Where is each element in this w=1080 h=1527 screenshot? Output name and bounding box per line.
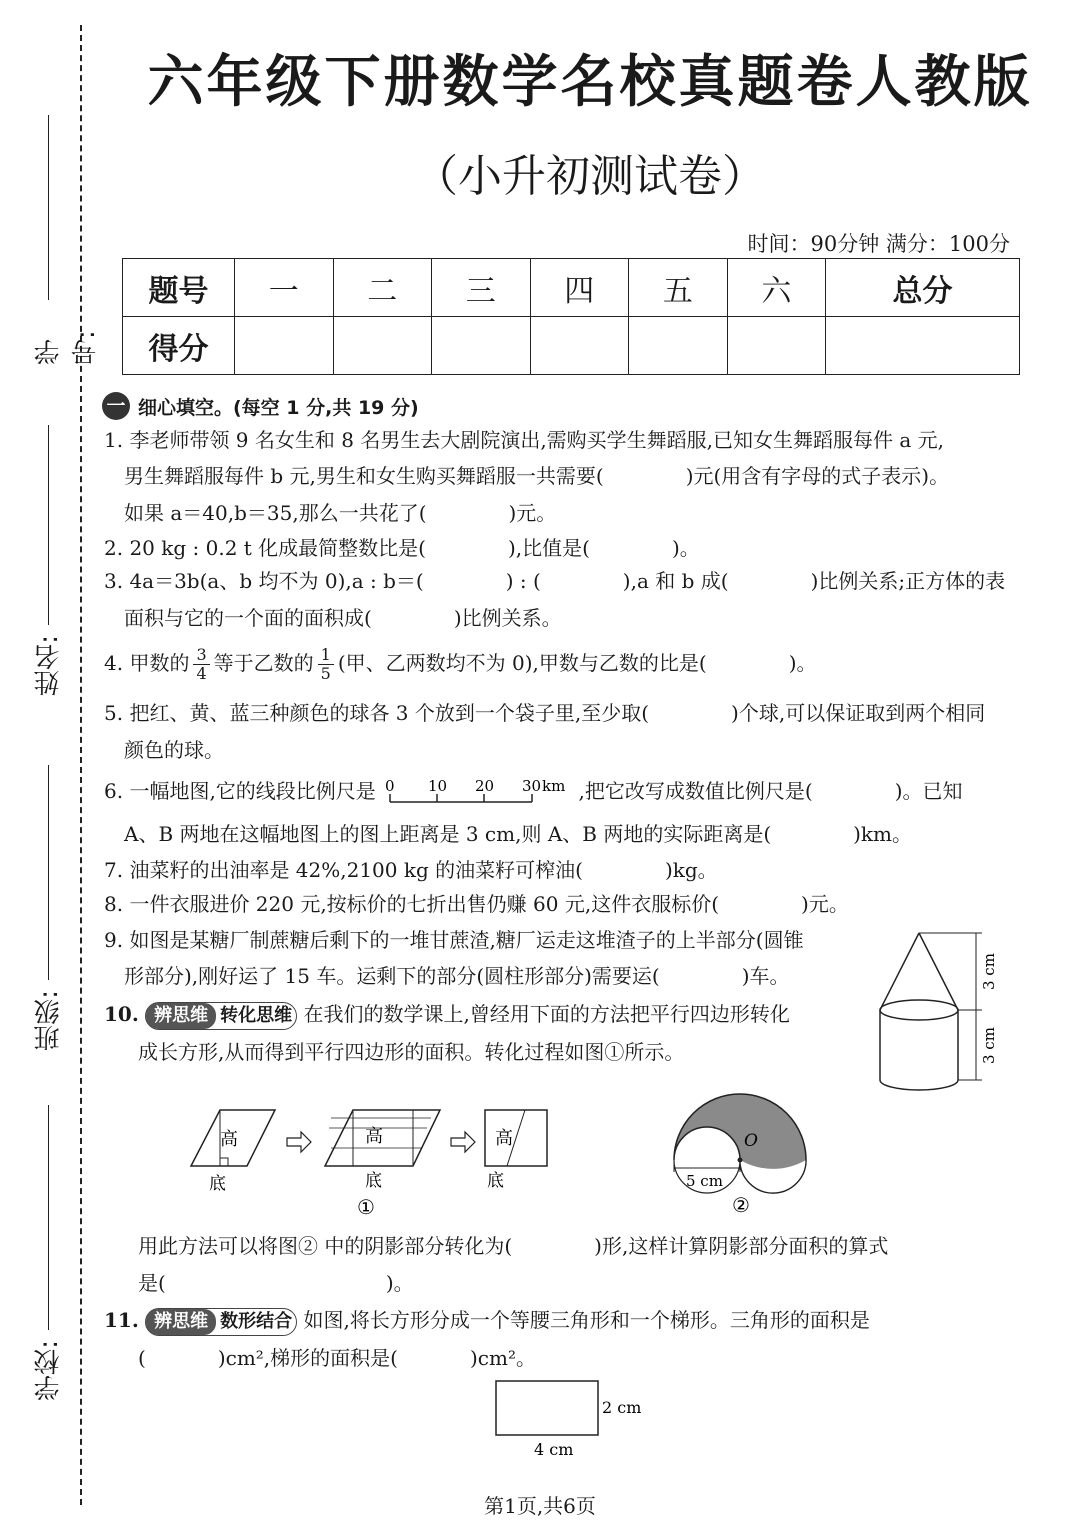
q10-text: 在我们的数学课上,曾经用下面的方法把平行四边形转化 bbox=[303, 1002, 790, 1026]
para-base-label: 底 bbox=[209, 1174, 226, 1194]
exam-meta: 时间：90分钟 满分：100分 bbox=[747, 232, 1010, 256]
q11-number: 11. bbox=[104, 1308, 139, 1332]
cylinder-height-label: 3 cm bbox=[980, 1027, 998, 1064]
q1-text: 如果 a＝40,b＝35,那么一共花了( bbox=[124, 501, 427, 525]
q10-text: 是( bbox=[138, 1271, 166, 1295]
tag-label: 辨思维 bbox=[146, 1003, 216, 1029]
q11-text: 如图,将长方形分成一个等腰三角形和一个梯形。三角形的面积是 bbox=[303, 1308, 870, 1332]
center-point-label: O bbox=[744, 1131, 758, 1151]
question-10-line-1 bbox=[104, 996, 790, 1032]
cone-height-label: 3 cm bbox=[980, 953, 998, 990]
q4-text: (甲、乙两数均不为 0),甲数与乙数的比是( bbox=[337, 651, 707, 675]
student-no-field[interactable] bbox=[20, 115, 101, 365]
question-3-line-1 bbox=[104, 563, 1005, 599]
linear-scale-bar bbox=[382, 776, 572, 810]
binding-dashed-line bbox=[80, 25, 82, 1505]
q6-text: ,把它改写成数值比例尺是( bbox=[578, 779, 813, 803]
arrow-icon bbox=[287, 1132, 311, 1152]
score-row-label: 得分 bbox=[123, 317, 235, 375]
question-9-line-2 bbox=[124, 958, 790, 994]
page-title: 六年级下册数学名校真题卷人教版 bbox=[147, 50, 1033, 115]
score-input-2[interactable] bbox=[333, 317, 432, 375]
q3-text: ),a 和 b 成( bbox=[622, 569, 729, 593]
tag-label: 转化思维 bbox=[220, 1004, 293, 1026]
score-cell-1: 一 bbox=[235, 259, 334, 317]
tag-thinking-number-shape bbox=[145, 1308, 297, 1336]
para-height-label: 高 bbox=[220, 1129, 238, 1150]
question-7 bbox=[104, 852, 718, 888]
student-no-line bbox=[48, 115, 49, 300]
q1-text: )元(用含有字母的式子表示)。 bbox=[685, 464, 950, 488]
q1-text: 男生舞蹈服每件 b 元,男生和女生购买舞蹈服一共需要( bbox=[124, 464, 604, 488]
student-no-label: 学号: bbox=[34, 330, 101, 365]
q8-text: )元。 bbox=[801, 892, 849, 916]
q5-text: )个球,可以保证取到两个相同 bbox=[731, 701, 986, 725]
q9-text: 形部分),刚好运了 15 车。运剩下的部分(圆柱形部分)需要运( bbox=[124, 964, 660, 988]
q2-text: 2. 20 kg : 0.2 t 化成最简整数比是( bbox=[104, 536, 426, 560]
q4-text: 4. 甲数的 bbox=[104, 651, 190, 675]
rect-width-label: 4 cm bbox=[534, 1440, 574, 1459]
q6-text: 6. 一幅地图,它的线段比例尺是 bbox=[104, 779, 376, 803]
page-subtitle: （小升初测试卷） bbox=[414, 151, 766, 202]
fraction-denominator: 4 bbox=[193, 664, 209, 683]
score-input-1[interactable] bbox=[235, 317, 334, 375]
fraction-1-5 bbox=[318, 646, 334, 683]
question-11-line-2 bbox=[138, 1340, 536, 1376]
score-cell-6: 六 bbox=[727, 259, 826, 317]
school-field[interactable] bbox=[20, 1105, 70, 1405]
name-field[interactable] bbox=[20, 425, 70, 705]
q4-text: )。 bbox=[788, 651, 817, 675]
question-9-line-1: 9. 如图是某糖厂制蔗糖后剩下的一堆甘蔗渣,糖厂运走这堆渣子的上半部分(圆锥 bbox=[104, 928, 804, 952]
question-11-line-1 bbox=[104, 1302, 870, 1338]
q10-text: )形,这样计算阴影部分面积的算式 bbox=[594, 1234, 889, 1258]
fraction-denominator: 5 bbox=[318, 664, 334, 683]
question-6-line-2 bbox=[124, 816, 912, 852]
question-1-line-1: 1. 李老师带领 9 名女生和 8 名男生去大剧院演出,需购买学生舞蹈服,已知女生舞蹈服每件 a 元, bbox=[104, 428, 945, 452]
q6-text: )。已知 bbox=[894, 779, 963, 803]
scale-tick-10: 10 bbox=[428, 776, 448, 795]
fraction-numerator: 3 bbox=[196, 645, 207, 664]
question-6-line-1 bbox=[104, 773, 963, 810]
q9-text: )车。 bbox=[741, 964, 790, 988]
q5-text: 5. 把红、黄、蓝三种颜色的球各 3 个放到一个袋子里,至少取( bbox=[104, 701, 650, 725]
score-input-4[interactable] bbox=[530, 317, 629, 375]
page-footer: 第1页,共6页 bbox=[484, 1494, 596, 1518]
figure-2-shaded-shape bbox=[660, 1080, 840, 1220]
fig1-right-base-label: 底 bbox=[487, 1171, 504, 1191]
score-cell-total: 总分 bbox=[826, 259, 1020, 317]
q2-text: )。 bbox=[671, 536, 700, 560]
score-table-header-row bbox=[123, 259, 1020, 317]
q3-text: 面积与它的一个面的面积成( bbox=[124, 606, 372, 630]
section-heading bbox=[102, 392, 419, 420]
scale-tick-30: 30 bbox=[522, 776, 542, 795]
q1-text: )元。 bbox=[508, 501, 557, 525]
score-cell-3: 三 bbox=[432, 259, 531, 317]
score-cell-2: 二 bbox=[333, 259, 432, 317]
rect-height-label: 2 cm bbox=[602, 1398, 642, 1417]
q3-text: 3. 4a＝3b(a、b 均不为 0),a : b＝( bbox=[104, 569, 424, 593]
school-line bbox=[48, 1105, 49, 1330]
q6-text: )km。 bbox=[853, 822, 913, 846]
question-10-line-3 bbox=[138, 1228, 888, 1264]
q6-text: A、B 两地在这幅地图上的图上距离是 3 cm,则 A、B 两地的实际距离是( bbox=[124, 822, 772, 846]
q10-text: 用此方法可以将图② 中的阴影部分转化为( bbox=[138, 1234, 513, 1258]
question-5-line-2: 颜色的球。 bbox=[124, 738, 224, 762]
q3-text: )比例关系;正方体的表 bbox=[810, 569, 1006, 593]
class-label: 班级: bbox=[34, 990, 64, 1051]
q10-number: 10. bbox=[104, 1002, 139, 1026]
q3-text: ) : ( bbox=[505, 569, 541, 593]
q11-text: )cm²。 bbox=[469, 1346, 536, 1370]
score-input-total[interactable] bbox=[826, 317, 1020, 375]
class-line bbox=[48, 765, 49, 980]
score-cell-5: 五 bbox=[629, 259, 728, 317]
class-field[interactable] bbox=[20, 765, 70, 1055]
scale-tick-20: 20 bbox=[475, 776, 495, 795]
question-10-line-4 bbox=[138, 1265, 414, 1301]
section-number: 一 bbox=[102, 392, 130, 420]
score-input-6[interactable] bbox=[727, 317, 826, 375]
fraction-3-4 bbox=[193, 646, 209, 683]
fig1-right-height-label: 高 bbox=[495, 1128, 513, 1149]
question-1-line-2 bbox=[124, 458, 949, 494]
arrow-icon bbox=[451, 1132, 475, 1152]
tag-label: 数形结合 bbox=[220, 1310, 293, 1332]
score-table-score-row bbox=[123, 317, 1020, 375]
score-cell-4: 四 bbox=[530, 259, 629, 317]
question-8 bbox=[104, 886, 849, 922]
scale-unit: km bbox=[542, 776, 566, 795]
score-input-5[interactable] bbox=[629, 317, 728, 375]
q10-text: )。 bbox=[385, 1271, 414, 1295]
question-2 bbox=[104, 530, 700, 566]
name-label: 姓名: bbox=[34, 635, 64, 696]
score-table bbox=[122, 258, 1020, 375]
q2-text: ),比值是( bbox=[507, 536, 590, 560]
q11-text: )cm²,梯形的面积是( bbox=[217, 1346, 398, 1370]
cone-cylinder-figure bbox=[870, 928, 1040, 1098]
question-5-line-1 bbox=[104, 695, 985, 731]
tag-label: 辨思维 bbox=[146, 1309, 216, 1335]
radius-label: 5 cm bbox=[686, 1172, 723, 1190]
scale-tick-0: 0 bbox=[385, 776, 395, 795]
q8-text: 8. 一件衣服进价 220 元,按标价的七折出售仍赚 60 元,这件衣服标价( bbox=[104, 892, 720, 916]
q3-text: )比例关系。 bbox=[453, 606, 562, 630]
fraction-numerator: 1 bbox=[320, 645, 331, 664]
rectangle-figure bbox=[490, 1375, 660, 1460]
question-10-line-2: 成长方形,从而得到平行四边形的面积。转化过程如图①所示。 bbox=[138, 1040, 685, 1064]
score-cell-label: 题号 bbox=[123, 259, 235, 317]
figure-1-parallelogram-transform bbox=[185, 1100, 555, 1220]
figure-2-caption: ② bbox=[732, 1193, 750, 1217]
question-4 bbox=[104, 645, 817, 683]
school-label: 学校: bbox=[34, 1340, 64, 1401]
q4-text: 等于乙数的 bbox=[213, 651, 314, 675]
fig1-mid-height-label: 高 bbox=[365, 1126, 383, 1147]
fig1-mid-base-label: 底 bbox=[365, 1171, 382, 1191]
q7-text: )kg。 bbox=[664, 858, 718, 882]
question-1-line-3 bbox=[124, 495, 556, 531]
tag-thinking-transform bbox=[145, 1002, 297, 1030]
name-line bbox=[48, 425, 49, 625]
question-3-line-2 bbox=[124, 600, 562, 636]
section-title: 细心填空。(每空 1 分,共 19 分) bbox=[138, 396, 419, 419]
score-input-3[interactable] bbox=[432, 317, 531, 375]
figure-1-caption: ① bbox=[357, 1195, 375, 1219]
q11-text: ( bbox=[138, 1346, 146, 1370]
q7-text: 7. 油菜籽的出油率是 42%,2100 kg 的油菜籽可榨油( bbox=[104, 858, 583, 882]
